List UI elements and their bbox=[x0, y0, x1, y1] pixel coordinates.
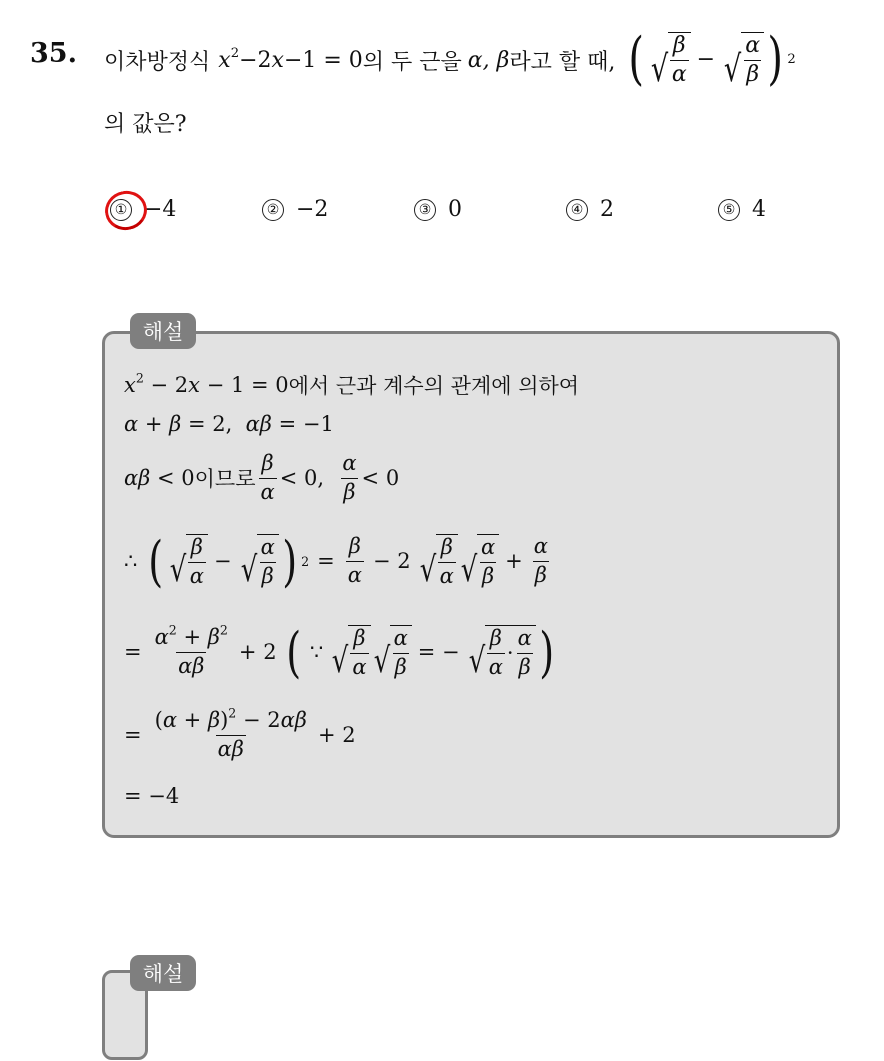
solution-line-3-text: 이므로 bbox=[194, 467, 256, 491]
solution-tag: 해설 bbox=[130, 313, 196, 349]
choice-value: −4 bbox=[144, 197, 177, 222]
stem-equation: $x^2-2x-1 = 0$ bbox=[218, 45, 363, 73]
choice-value: 0 bbox=[448, 197, 462, 222]
choice-value: 4 bbox=[752, 197, 766, 222]
choice-3[interactable] bbox=[414, 197, 462, 222]
choice-1[interactable] bbox=[110, 197, 176, 222]
choice-value: 2 bbox=[600, 197, 614, 222]
solution-tag-2: 해설 bbox=[130, 955, 196, 991]
solution-line-5: = $\frac{\alpha^2 + \beta^2}{\alpha\beta}$ + 2 ( ∵ √ $\frac{\beta}{\alpha}$ √ $\frac{\alpha}{\beta}$ = − √ $\frac{\beta}{\alpha}$ · $\frac{\alpha}{\beta}$ ) bbox=[124, 619, 554, 684]
choice-4[interactable] bbox=[566, 197, 614, 222]
choice-number: ③ bbox=[414, 199, 436, 221]
solution-line-3: αβ < 0 이므로 $\frac{\beta}{\alpha}$ < 0, $\frac{\alpha}{\beta}$ < 0 bbox=[124, 451, 400, 504]
solution-line-6: = $\frac{(\alpha + \beta)^2 - 2\alpha\beta}{\alpha\beta}$ + 2 bbox=[124, 705, 356, 761]
stem-roots: α, β bbox=[467, 47, 510, 73]
choice-number: ⑤ bbox=[718, 199, 740, 221]
stem-roots-text: 라고 할 때, bbox=[509, 49, 616, 75]
question-number: 35. bbox=[30, 38, 77, 69]
choice-number: ① bbox=[110, 199, 132, 221]
stem-mid: 의 두 근을 bbox=[362, 49, 462, 75]
choice-5[interactable] bbox=[718, 197, 766, 222]
question-stem bbox=[104, 20, 796, 100]
stem-expression: ( √ $\frac{\beta}{\alpha}$ − √ $\frac{\alpha}{\beta}$ ) 2 bbox=[628, 26, 796, 93]
choice-value: −2 bbox=[296, 197, 329, 222]
solution-line-1: $x^2 - 2x - 1 = 0$ 에서 근과 계수의 관계에 의하여 bbox=[124, 370, 580, 398]
solution-line-7: = −4 bbox=[124, 784, 180, 808]
solution-line-4: ∴ ( √ $\frac{\beta}{\alpha}$ − √ $\frac{\alpha}{\beta}$ ) 2 = $\frac{\beta}{\alpha}$ − 2 √ $\frac{\beta}{\alpha}$ √ $\frac{\alpha}{\beta}$ + $\frac{\alpha}{\beta}$ bbox=[124, 528, 548, 593]
choice-number: ② bbox=[262, 199, 284, 221]
answer-mark bbox=[101, 187, 150, 234]
choice-number: ④ bbox=[566, 199, 588, 221]
choice-2[interactable] bbox=[262, 197, 328, 222]
stem-prefix: 이차방정식 bbox=[104, 49, 211, 75]
question-stem-end: 의 값은? bbox=[104, 112, 187, 137]
solution-line-1-text: 에서 근과 계수의 관계에 의하여 bbox=[288, 374, 580, 398]
solution-line-2: α + β = 2, αβ = −1 bbox=[124, 412, 334, 436]
